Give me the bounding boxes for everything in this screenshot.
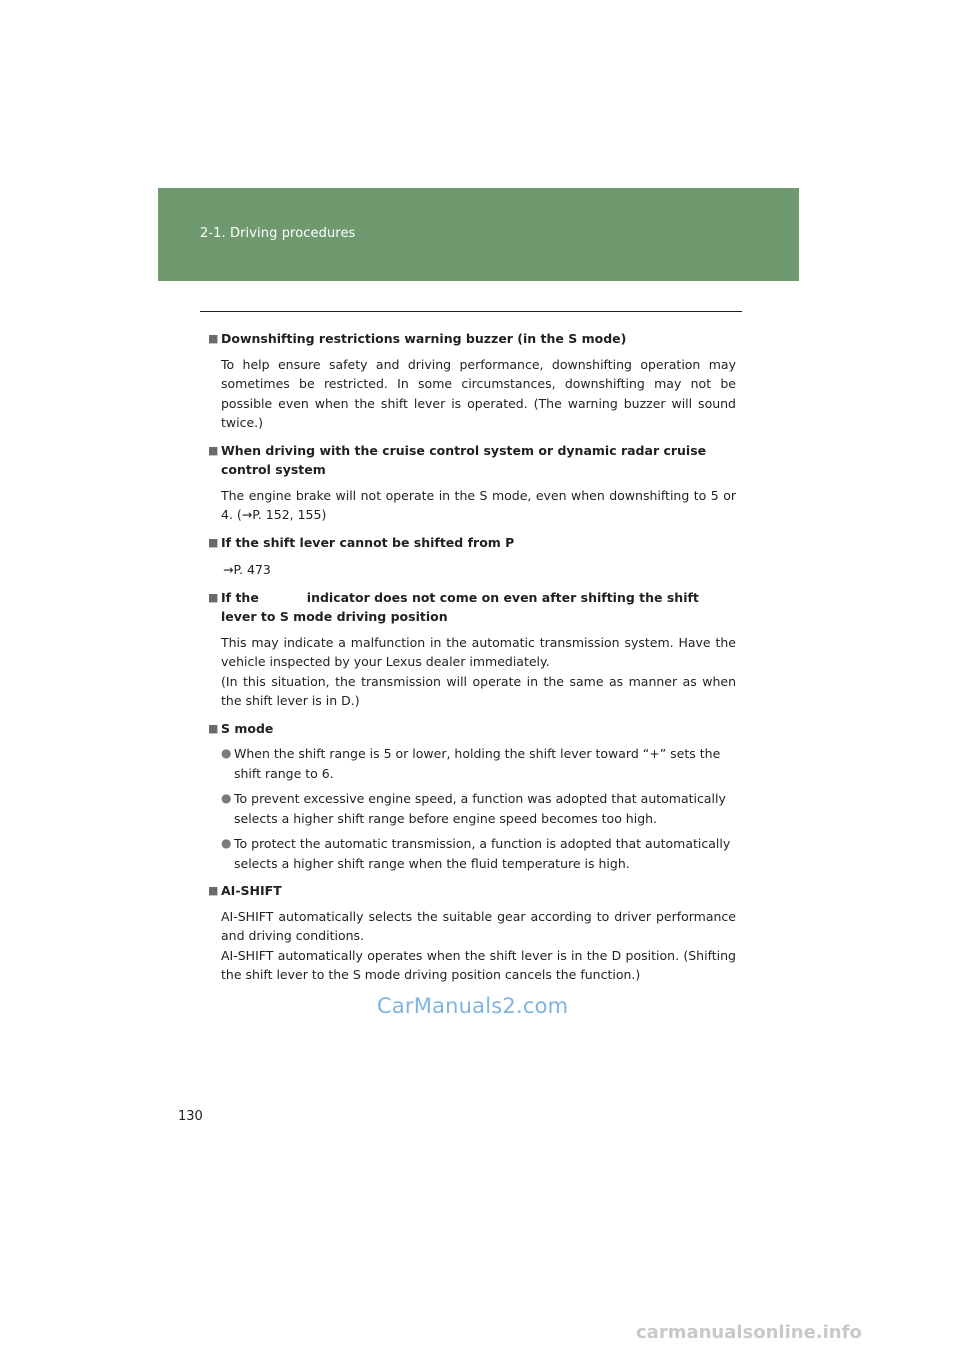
section-heading: ■ Downshifting restrictions warning buzzer (in the S mode) [208, 329, 736, 349]
list-item: ● When the shift range is 5 or lower, holding the shift lever toward “+” sets the shift range to 6. [208, 744, 736, 783]
paragraph: This may indicate a malfunction in the automatic transmission system. Have the vehicle inspected by your Lexus dealer immediately. [221, 634, 736, 669]
section-title: 2-1. Driving procedures [200, 226, 356, 241]
paragraph: AI-SHIFT automatically operates when the shift lever is in the D position. (Shifting the shift lever to the S mode driving position cancels the function.) [221, 947, 736, 982]
square-bullet-icon: ■ [208, 884, 219, 897]
paragraph: (In this situation, the transmission will operate in the same as manner as when the shift lever is in D.) [221, 673, 736, 708]
section-cruise-control [208, 441, 736, 525]
round-bullet-icon: ● [221, 836, 232, 850]
paragraph: AI-SHIFT automatically selects the suitable gear according to driver performance and driving conditions. [221, 908, 736, 943]
list-item: ● To prevent excessive engine speed, a function was adopted that automatically selects a higher shift range before engine speed becomes too high. [208, 789, 736, 828]
list-item: ● To protect the automatic transmission, a function is adopted that automatically selects a higher shift range when the fluid temperature is high. [208, 834, 736, 873]
page-content [208, 329, 736, 993]
square-bullet-icon: ■ [208, 721, 219, 735]
section-indicator [208, 588, 736, 711]
section-heading: ■ When driving with the cruise control system or dynamic radar cruise control system [208, 441, 736, 480]
square-bullet-icon: ■ [208, 535, 219, 549]
square-bullet-icon: ■ [208, 332, 219, 345]
section-s-mode [208, 719, 736, 874]
section-shift-from-p [208, 533, 736, 580]
page-reference: →P. 473 [223, 562, 271, 577]
footer-watermark: carmanualsonline.info [636, 1322, 862, 1343]
paragraph: To help ensure safety and driving performance, downshifting operation may sometimes be restricted. In some circumstances, downshifting may not be possible even when the shift lever is operated. (The warning buzzer will sound twice.) [221, 356, 736, 430]
page-number: 130 [178, 1109, 203, 1124]
section-header-band [158, 188, 799, 281]
square-bullet-icon: ■ [208, 443, 219, 457]
round-bullet-icon: ● [221, 746, 232, 760]
square-bullet-icon: ■ [208, 590, 219, 604]
section-heading: ■ AI-SHIFT [208, 881, 736, 901]
section-heading: ■ If the indicator does not come on even after shifting the shift lever to S mode driving position [208, 588, 736, 627]
section-ai-shift [208, 881, 736, 985]
watermark-link[interactable]: CarManuals2.com [377, 994, 569, 1018]
paragraph: The engine brake will not operate in the S mode, even when downshifting to 5 or 4. (→P. 152, 155) [221, 487, 736, 522]
section-heading: ■ If the shift lever cannot be shifted from P [208, 533, 736, 553]
top-divider [200, 311, 742, 312]
section-heading: ■ S mode [208, 719, 736, 739]
round-bullet-icon: ● [221, 791, 232, 805]
section-downshift-buzzer [208, 329, 736, 433]
